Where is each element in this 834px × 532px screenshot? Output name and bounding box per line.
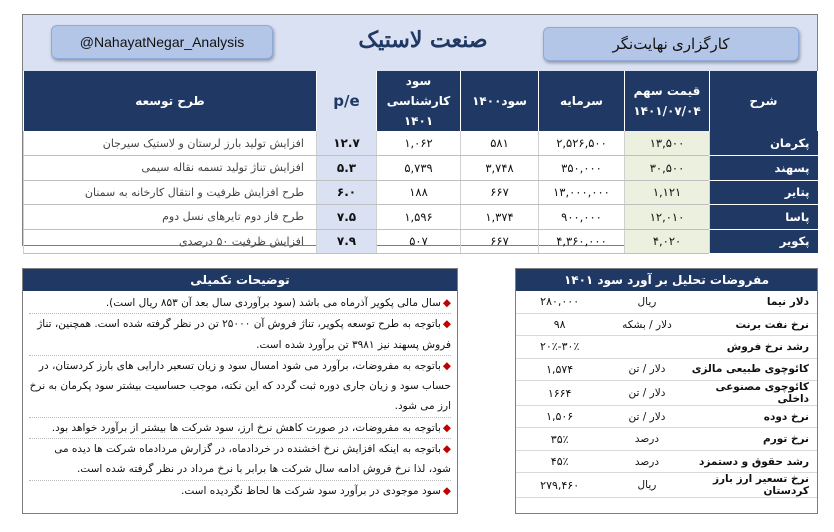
assumption-unit: ریال [603, 473, 690, 498]
assumption-unit: درصد [603, 450, 690, 472]
assumption-label: نرخ تسعیر ارز بارز کردستان [691, 473, 817, 498]
note-text: سال مالی پکویر آذرماه می باشد (سود برآوردی سال بعد آن ۸۵۳ ریال است). [105, 297, 441, 309]
note-text: باتوجه به مفروضات، برآورد می شود امسال سود و زیان تسعیر دارایی های بارز کردستان، در حساب سود و زیان جاری دوره ثبت گردد که این نکته، موجب حساسیت بیشتر سود پکرمان به نرخ ارز می شود. [29, 359, 451, 413]
bullet-icon: ◆ [442, 421, 451, 434]
assumption-label: نرخ نفت برنت [691, 313, 817, 335]
profit-1401-cell: ۱۸۸ [377, 180, 461, 205]
col-header-capital: سرمایه [539, 71, 625, 131]
table-row [24, 156, 818, 181]
summary-panel [22, 14, 818, 249]
col-header-profit-1401: سود کارشناسی ۱۴۰۱ [377, 71, 461, 131]
capital-cell: ۲,۵۲۶,۵۰۰ [539, 131, 625, 156]
handle-text: @NahayatNegar_Analysis [79, 34, 245, 50]
assumption-unit: درصد [603, 428, 690, 450]
profit-1400-cell: ۵۸۱ [461, 131, 539, 156]
assumption-label: کائوچوی طبیعی مالزی [691, 358, 817, 380]
profit-1400-cell: ۳,۷۴۸ [461, 156, 539, 181]
col-header-plan: طرح توسعه [24, 71, 317, 131]
pe-cell: ۵.۳ [317, 156, 377, 181]
companies-table [23, 71, 818, 254]
assumptions-title: مفروضات تحلیل بر آورد سود ۱۴۰۱ [516, 269, 817, 291]
table-row [24, 131, 818, 156]
bullet-icon: ◆ [442, 297, 451, 309]
assumption-row [516, 313, 817, 335]
assumption-value: ۱۶۶۴ [516, 381, 603, 406]
table-row [24, 205, 818, 230]
assumptions-panel [515, 268, 818, 514]
company-name: پکویر [710, 229, 818, 254]
pe-cell: ۷.۹ [317, 229, 377, 254]
price-cell: ۳۰,۵۰۰ [625, 156, 710, 181]
assumption-value: ۴۵٪ [516, 450, 603, 472]
page-title: صنعت لاستیک [358, 27, 488, 53]
table-header-row [24, 71, 818, 131]
notes-title: توضیحات تکمیلی [23, 269, 457, 291]
assumption-row [516, 473, 817, 498]
assumption-row [516, 381, 817, 406]
bullet-icon: ◆ [442, 484, 451, 497]
table-row [24, 180, 818, 205]
plan-cell: طرح افزایش ظرفیت و انتقال کارخانه به سمنان [24, 180, 317, 205]
assumption-row [516, 450, 817, 472]
bullet-icon: ◆ [442, 443, 451, 456]
assumption-value: ۲۸۰,۰۰۰ [516, 291, 603, 313]
price-cell: ۱۳,۵۰۰ [625, 131, 710, 156]
assumption-row [516, 428, 817, 450]
profit-1400-cell: ۶۶۷ [461, 229, 539, 254]
notes-panel [22, 268, 458, 514]
note-item [29, 418, 451, 439]
assumption-unit: دلار / تن [603, 381, 690, 406]
col-header-name: شرح [710, 71, 818, 131]
assumption-row [516, 336, 817, 358]
price-cell: ۱۲,۰۱۰ [625, 205, 710, 230]
assumption-unit: دلار / تن [603, 406, 690, 428]
assumption-value: ۱,۵۰۶ [516, 406, 603, 428]
note-item [29, 356, 451, 418]
profit-1401-cell: ۱,۵۹۶ [377, 205, 461, 230]
plan-cell: افزایش ظرفیت ۵۰ درصدی [24, 229, 317, 254]
profit-1401-cell: ۵,۷۳۹ [377, 156, 461, 181]
note-text: باتوجه به اینکه افزایش نرخ اخشنده در خردادماه، در گزارش مردادماه شرکت ها دیده می شود، لذا نرخ فروش ادامه سال شرکت ها برابر با نرخ مرداد در نظر گرفته شده است. [54, 443, 451, 476]
assumption-row [516, 291, 817, 313]
assumption-label: نرخ دوده [691, 406, 817, 428]
assumption-label: نرخ تورم [691, 428, 817, 450]
note-item [29, 439, 451, 481]
note-item [29, 293, 451, 314]
assumption-unit: ریال [603, 291, 690, 313]
plan-cell: افزایش تناژ تولید تسمه نقاله سیمی [24, 156, 317, 181]
assumption-label: دلار نیما [691, 291, 817, 313]
col-header-profit-1400: سود۱۴۰۰ [461, 71, 539, 131]
note-item [29, 481, 451, 501]
plan-cell: طرح فاز دوم تایرهای نسل دوم [24, 205, 317, 230]
price-cell: ۱,۱۲۱ [625, 180, 710, 205]
table-row [24, 229, 818, 254]
assumption-label: رشد نرخ فروش [691, 336, 817, 358]
col-header-price: قیمت سهم ۱۴۰۱/۰۷/۰۴ [625, 71, 710, 131]
assumption-value: ۹۸ [516, 313, 603, 335]
col-header-pe: p/e [317, 71, 377, 131]
price-cell: ۴,۰۲۰ [625, 229, 710, 254]
capital-cell: ۱۳,۰۰۰,۰۰۰ [539, 180, 625, 205]
company-name: پسهند [710, 156, 818, 181]
notes-body [23, 291, 457, 501]
assumption-value: ۳۵٪ [516, 428, 603, 450]
note-text: باتوجه به مفروضات، در صورت کاهش نرخ ارز، سود شرکت ها بیشتر از برآورد خواهد بود. [51, 421, 441, 434]
assumption-label: رشد حقوق و دستمزد [691, 450, 817, 472]
broker-badge [543, 27, 799, 61]
assumption-value: ۱,۵۷۴ [516, 358, 603, 380]
capital-cell: ۴,۳۶۰,۰۰۰ [539, 229, 625, 254]
handle-badge [51, 25, 273, 59]
pe-cell: ۷.۵ [317, 205, 377, 230]
assumption-row [516, 358, 817, 380]
assumption-unit [603, 336, 690, 358]
assumption-value: ۲۷۹,۴۶۰ [516, 473, 603, 498]
profit-1401-cell: ۱,۰۶۲ [377, 131, 461, 156]
capital-cell: ۳۵۰,۰۰۰ [539, 156, 625, 181]
pe-cell: ۶.۰ [317, 180, 377, 205]
assumption-unit: دلار / بشکه [603, 313, 690, 335]
assumptions-table [516, 291, 817, 498]
capital-cell: ۹۰۰,۰۰۰ [539, 205, 625, 230]
company-name: پکرمان [710, 131, 818, 156]
assumption-row [516, 406, 817, 428]
broker-text: کارگزاری نهایت‌نگر [612, 36, 730, 53]
note-text: باتوجه به طرح توسعه پکویر، تناژ فروش آن ۲۵۰۰۰ تن در نظر گرفته شده است. همچنین، تناژ فروش پسهند نیز ۳۹۸۱ تن برآورد شده است. [37, 318, 451, 351]
bullet-icon: ◆ [442, 359, 451, 372]
plan-cell: افزایش تولید بارز لرستان و لاستیک سیرجان [24, 131, 317, 156]
company-name: پاسا [710, 205, 818, 230]
assumption-label: کائوچوی مصنوعی داخلی [691, 381, 817, 406]
pe-cell: ۱۲.۷ [317, 131, 377, 156]
note-text: سود موجودی در برآورد سود شرکت ها لحاظ نگردیده است. [181, 484, 441, 497]
assumption-value: ۲۰٪-۳۰٪ [516, 336, 603, 358]
profit-1400-cell: ۱,۳۷۴ [461, 205, 539, 230]
company-name: پتایر [710, 180, 818, 205]
header-band [23, 15, 817, 71]
assumption-unit: دلار / تن [603, 358, 690, 380]
note-item [29, 314, 451, 356]
bullet-icon: ◆ [442, 318, 451, 331]
profit-1400-cell: ۶۶۷ [461, 180, 539, 205]
profit-1401-cell: ۵۰۷ [377, 229, 461, 254]
